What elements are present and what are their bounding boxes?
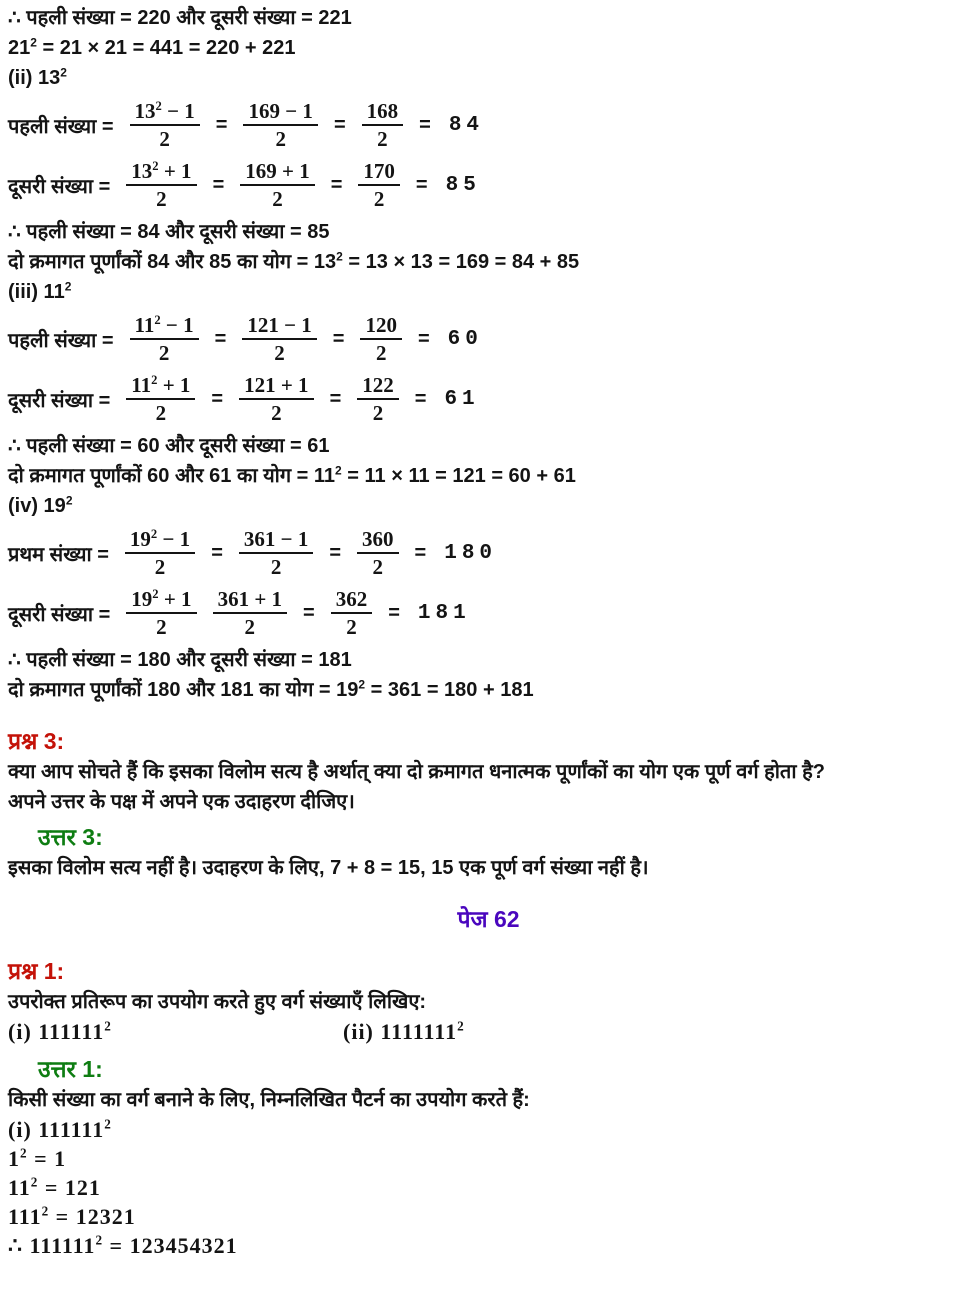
- fraction-numerator: $19^2 + 1$: [126, 587, 196, 614]
- fraction-numerator: 121 + 1: [239, 373, 313, 400]
- fraction: [125, 527, 195, 579]
- fraction-numerator: $11^2 + 1$: [126, 373, 195, 400]
- equals-sign: =: [417, 327, 430, 350]
- equals-sign: =: [212, 173, 225, 196]
- superscript-2: 2: [358, 677, 366, 692]
- text-line: ∴ $111111^2 = 123454321$: [8, 1232, 238, 1258]
- result-value: 60: [447, 327, 483, 351]
- equals-sign: =: [211, 387, 224, 410]
- superscript-2: 2: [95, 1232, 104, 1248]
- equals-sign: =: [330, 173, 343, 196]
- superscript-2: 2: [30, 1174, 39, 1190]
- answer-heading: उत्तर 3:: [38, 824, 103, 850]
- question-heading: प्रश्न 3:: [8, 728, 65, 754]
- equals-sign: =: [388, 601, 400, 624]
- superscript-2: 2: [20, 1145, 28, 1161]
- fraction-numerator: $13^2 - 1$: [130, 99, 200, 126]
- fraction-denominator: 2: [244, 615, 256, 639]
- fraction-denominator: 2: [156, 615, 167, 639]
- fraction-denominator: 2: [154, 555, 166, 579]
- equals-sign: =: [333, 113, 346, 136]
- fraction-row: [8, 585, 969, 641]
- fraction: [362, 99, 404, 151]
- superscript-2: 2: [151, 372, 158, 387]
- equals-sign: =: [329, 387, 342, 410]
- fraction: [126, 587, 196, 639]
- result-value: 84: [448, 113, 485, 137]
- text-line: ∴ पहली संख्या = 84 और दूसरी संख्या = 85: [8, 221, 330, 243]
- superscript-2: 2: [336, 249, 343, 264]
- fraction-denominator: 2: [274, 341, 285, 365]
- result-value: 181: [417, 601, 471, 625]
- text-line: दो क्रमागत पूर्णांकों 180 और 181 का योग = $19^2 = 361 = 180 + 181$: [8, 677, 534, 701]
- text-line: (ii) $13^2$: [8, 65, 67, 89]
- fraction-denominator: 2: [270, 555, 282, 579]
- fraction-numerator: 169 + 1: [240, 159, 314, 186]
- text-line: (iv) $19^2$: [8, 493, 73, 517]
- equals-sign: =: [214, 327, 227, 350]
- two-column-line: [8, 1017, 969, 1049]
- text-line: (iii) $11^2$: [8, 279, 72, 303]
- result-value: 180: [444, 541, 498, 565]
- fraction-row: [8, 157, 969, 213]
- text-line: $1^2 = 1$: [8, 1145, 67, 1171]
- column-item: (i) 111111$^2$: [8, 1018, 112, 1044]
- fraction-numerator: $11^2 - 1$: [130, 313, 199, 340]
- fraction-row: [8, 525, 969, 581]
- superscript-2: 2: [152, 158, 159, 173]
- equals-sign: =: [211, 541, 223, 564]
- fraction-row: [8, 97, 969, 153]
- superscript-2: 2: [30, 35, 37, 50]
- equals-sign: =: [414, 387, 427, 410]
- fraction-numerator: 361 + 1: [213, 587, 287, 614]
- row-label: दूसरी संख्या =: [8, 175, 111, 198]
- superscript-2: 2: [104, 1116, 112, 1132]
- column-item: (ii) 1111111$^2$: [343, 1018, 465, 1044]
- superscript-2: 2: [155, 98, 162, 113]
- equals-sign: =: [332, 327, 345, 350]
- fraction-denominator: 2: [377, 127, 388, 151]
- text-line: ∴ पहली संख्या = 60 और दूसरी संख्या = 61: [8, 435, 330, 457]
- equals-sign: =: [215, 113, 228, 136]
- fraction: [239, 373, 313, 425]
- superscript-2: 2: [64, 279, 72, 294]
- superscript-2: 2: [65, 493, 73, 508]
- fraction: [213, 587, 287, 639]
- page-heading: पेज 62: [457, 906, 520, 932]
- answer-heading: उत्तर 1:: [38, 1056, 103, 1082]
- row-label: दूसरी संख्या =: [8, 603, 111, 626]
- equals-sign: =: [415, 173, 428, 196]
- equals-sign: =: [414, 541, 427, 564]
- text-line: दो क्रमागत पूर्णांकों 84 और 85 का योग = $13^2 = 13 \times 13 = 169 = 84 + 85$: [8, 249, 580, 273]
- question-heading: प्रश्न 1:: [8, 958, 65, 984]
- fraction: [242, 313, 316, 365]
- text-line: ∴ पहली संख्या = 220 और दूसरी संख्या = 221: [8, 7, 352, 29]
- text-line: $11^2 = 121$: [8, 1174, 101, 1200]
- fraction: [126, 373, 195, 425]
- row-label: प्रथम संख्या =: [8, 543, 109, 566]
- fraction-denominator: 2: [271, 401, 282, 425]
- fraction-numerator: 121 − 1: [242, 313, 316, 340]
- text-line: अपने उत्तर के पक्ष में अपने एक उदाहरण दीजिए।: [8, 791, 355, 813]
- fraction-denominator: 2: [346, 615, 357, 639]
- fraction: [240, 159, 314, 211]
- row-label: दूसरी संख्या =: [8, 389, 111, 412]
- text-line: (i) 111111$^2$: [8, 1116, 112, 1142]
- fraction: [130, 313, 199, 365]
- fraction: [130, 99, 200, 151]
- text-line: इसका विलोम सत्य नहीं है। उदाहरण के लिए, 7 + 8 = 15, 15 एक पूर्ण वर्ग संख्या नहीं है।: [8, 857, 649, 879]
- fraction: [360, 313, 402, 365]
- fraction-denominator: 2: [159, 127, 170, 151]
- fraction-denominator: 2: [372, 555, 384, 579]
- text-line: उपरोक्त प्रतिरूप का उपयोग करते हुए वर्ग संख्याएँ लिखिए:: [8, 991, 427, 1013]
- fraction: [357, 527, 399, 579]
- row-label: पहली संख्या =: [8, 115, 114, 138]
- text-line: दो क्रमागत पूर्णांकों 60 और 61 का योग = $11^2 = 11 \times 11 = 121 = 60 + 61$: [8, 463, 576, 487]
- fraction-numerator: 170: [358, 159, 400, 186]
- fraction-numerator: 168: [362, 99, 404, 126]
- text-line: $21^2 = 21 \times 21 = 441 = 220 + 221$: [8, 35, 296, 59]
- fraction-numerator: 169 − 1: [243, 99, 317, 126]
- fraction-numerator: $19^2 - 1$: [125, 527, 195, 554]
- row-label: पहली संख्या =: [8, 329, 114, 352]
- superscript-2: 2: [457, 1018, 465, 1034]
- fraction-row: [8, 311, 969, 367]
- text-line: क्या आप सोचते हैं कि इसका विलोम सत्य है अर्थात् क्या दो क्रमागत धनात्मक पूर्णांकों का योग एक पूर्ण वर्ग होता है?: [8, 761, 825, 783]
- fraction-denominator: 2: [155, 401, 167, 425]
- superscript-2: 2: [150, 526, 158, 541]
- fraction-row: [8, 371, 969, 427]
- fraction: [239, 527, 313, 579]
- fraction: [357, 373, 399, 425]
- superscript-2: 2: [104, 1018, 112, 1034]
- fraction: [243, 99, 317, 151]
- fraction-denominator: 2: [375, 341, 387, 365]
- superscript-2: 2: [60, 65, 67, 80]
- fraction-numerator: 120: [360, 313, 402, 340]
- fraction-numerator: 360: [357, 527, 399, 554]
- fraction-denominator: 2: [158, 341, 170, 365]
- superscript-2: 2: [41, 1203, 50, 1219]
- result-value: 61: [444, 387, 480, 411]
- text-line: $111^2 = 12321$: [8, 1203, 136, 1229]
- equals-sign: =: [303, 601, 315, 624]
- fraction: [126, 159, 196, 211]
- superscript-2: 2: [152, 586, 159, 601]
- fraction-numerator: 361 − 1: [239, 527, 313, 554]
- fraction: [331, 587, 373, 639]
- fraction-denominator: 2: [372, 401, 384, 425]
- fraction-denominator: 2: [275, 127, 286, 151]
- fraction-numerator: 122: [357, 373, 399, 400]
- fraction-denominator: 2: [272, 187, 283, 211]
- equals-sign: =: [329, 541, 342, 564]
- result-value: 85: [445, 173, 481, 197]
- text-line: किसी संख्या का वर्ग बनाने के लिए, निम्नलिखित पैटर्न का उपयोग करते हैं:: [8, 1089, 530, 1111]
- fraction-numerator: $13^2 + 1$: [126, 159, 196, 186]
- fraction-denominator: 2: [373, 187, 385, 211]
- fraction-numerator: 362: [331, 587, 373, 614]
- superscript-2: 2: [154, 312, 161, 327]
- equals-sign: =: [419, 113, 431, 136]
- fraction-denominator: 2: [156, 187, 167, 211]
- fraction: [358, 159, 400, 211]
- superscript-2: 2: [335, 463, 342, 478]
- text-line: ∴ पहली संख्या = 180 और दूसरी संख्या = 181: [8, 649, 352, 671]
